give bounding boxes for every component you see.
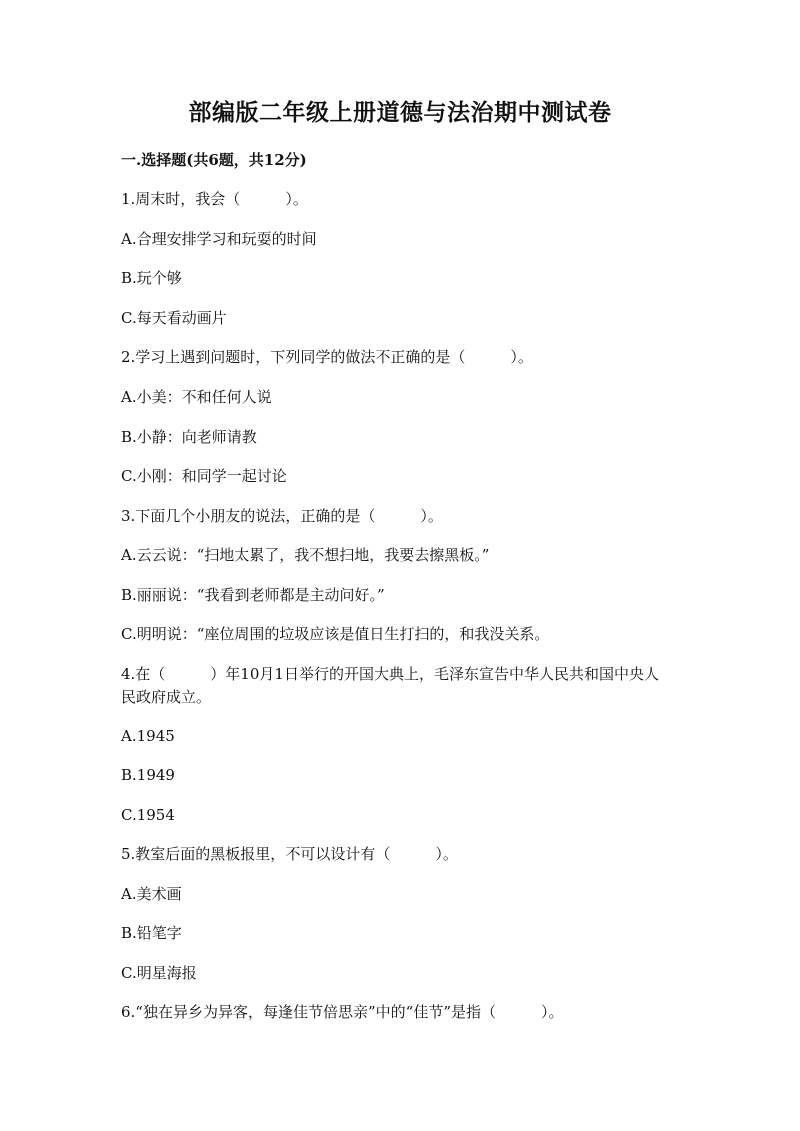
question-4-stem: 4.在（ ）年10月1日举行的开国大典上，毛泽东宣告中华人民共和国中央人民政府成立。 xyxy=(121,665,659,706)
question-1-option-b: B.玩个够 xyxy=(121,269,182,287)
question-3-stem: 3.下面几个小朋友的说法，正确的是（ ）。 xyxy=(121,507,443,525)
question-5-option-c: C.明星海报 xyxy=(121,964,197,982)
question-1-option-c: C.每天看动画片 xyxy=(121,309,227,327)
question-4-option-a: A.1945 xyxy=(121,727,175,745)
question-2-option-c: C.小刚：和同学一起讨论 xyxy=(121,467,287,485)
question-6-stem: 6.“独在异乡为异客，每逢佳节倍思亲”中的“佳节”是指（ ）。 xyxy=(121,1003,564,1021)
question-2-option-a: A.小美：不和任何人说 xyxy=(121,388,272,406)
question-2-option-b: B.小静：向老师请教 xyxy=(121,428,257,446)
question-1-stem: 1.周末时，我会（ ）。 xyxy=(121,190,308,208)
question-3-option-b: B.丽丽说：“我看到老师都是主动问好。” xyxy=(121,586,385,604)
question-5-option-a: A.美术画 xyxy=(121,885,182,903)
section-heading: 一.选择题(共6题，共12分) xyxy=(121,151,307,169)
question-5-stem: 5.教室后面的黑板报里，不可以设计有（ ）。 xyxy=(121,845,458,863)
question-1-option-a: A.合理安排学习和玩耍的时间 xyxy=(121,230,317,248)
question-3-option-c: C.明明说：“座位周围的垃圾应该是值日生打扫的，和我没关系。 xyxy=(121,625,550,643)
question-4-option-b: B.1949 xyxy=(121,766,175,784)
question-2-stem: 2.学习上遇到问题时，下列同学的做法不正确的是（ ）。 xyxy=(121,348,533,366)
page-title: 部编版二年级上册道德与法治期中测试卷 xyxy=(188,99,612,126)
question-4-option-c: C.1954 xyxy=(121,806,175,824)
question-3-option-a: A.云云说：“扫地太累了，我不想扫地，我要去擦黑板。” xyxy=(121,546,490,564)
question-5-option-b: B.铅笔字 xyxy=(121,924,182,942)
